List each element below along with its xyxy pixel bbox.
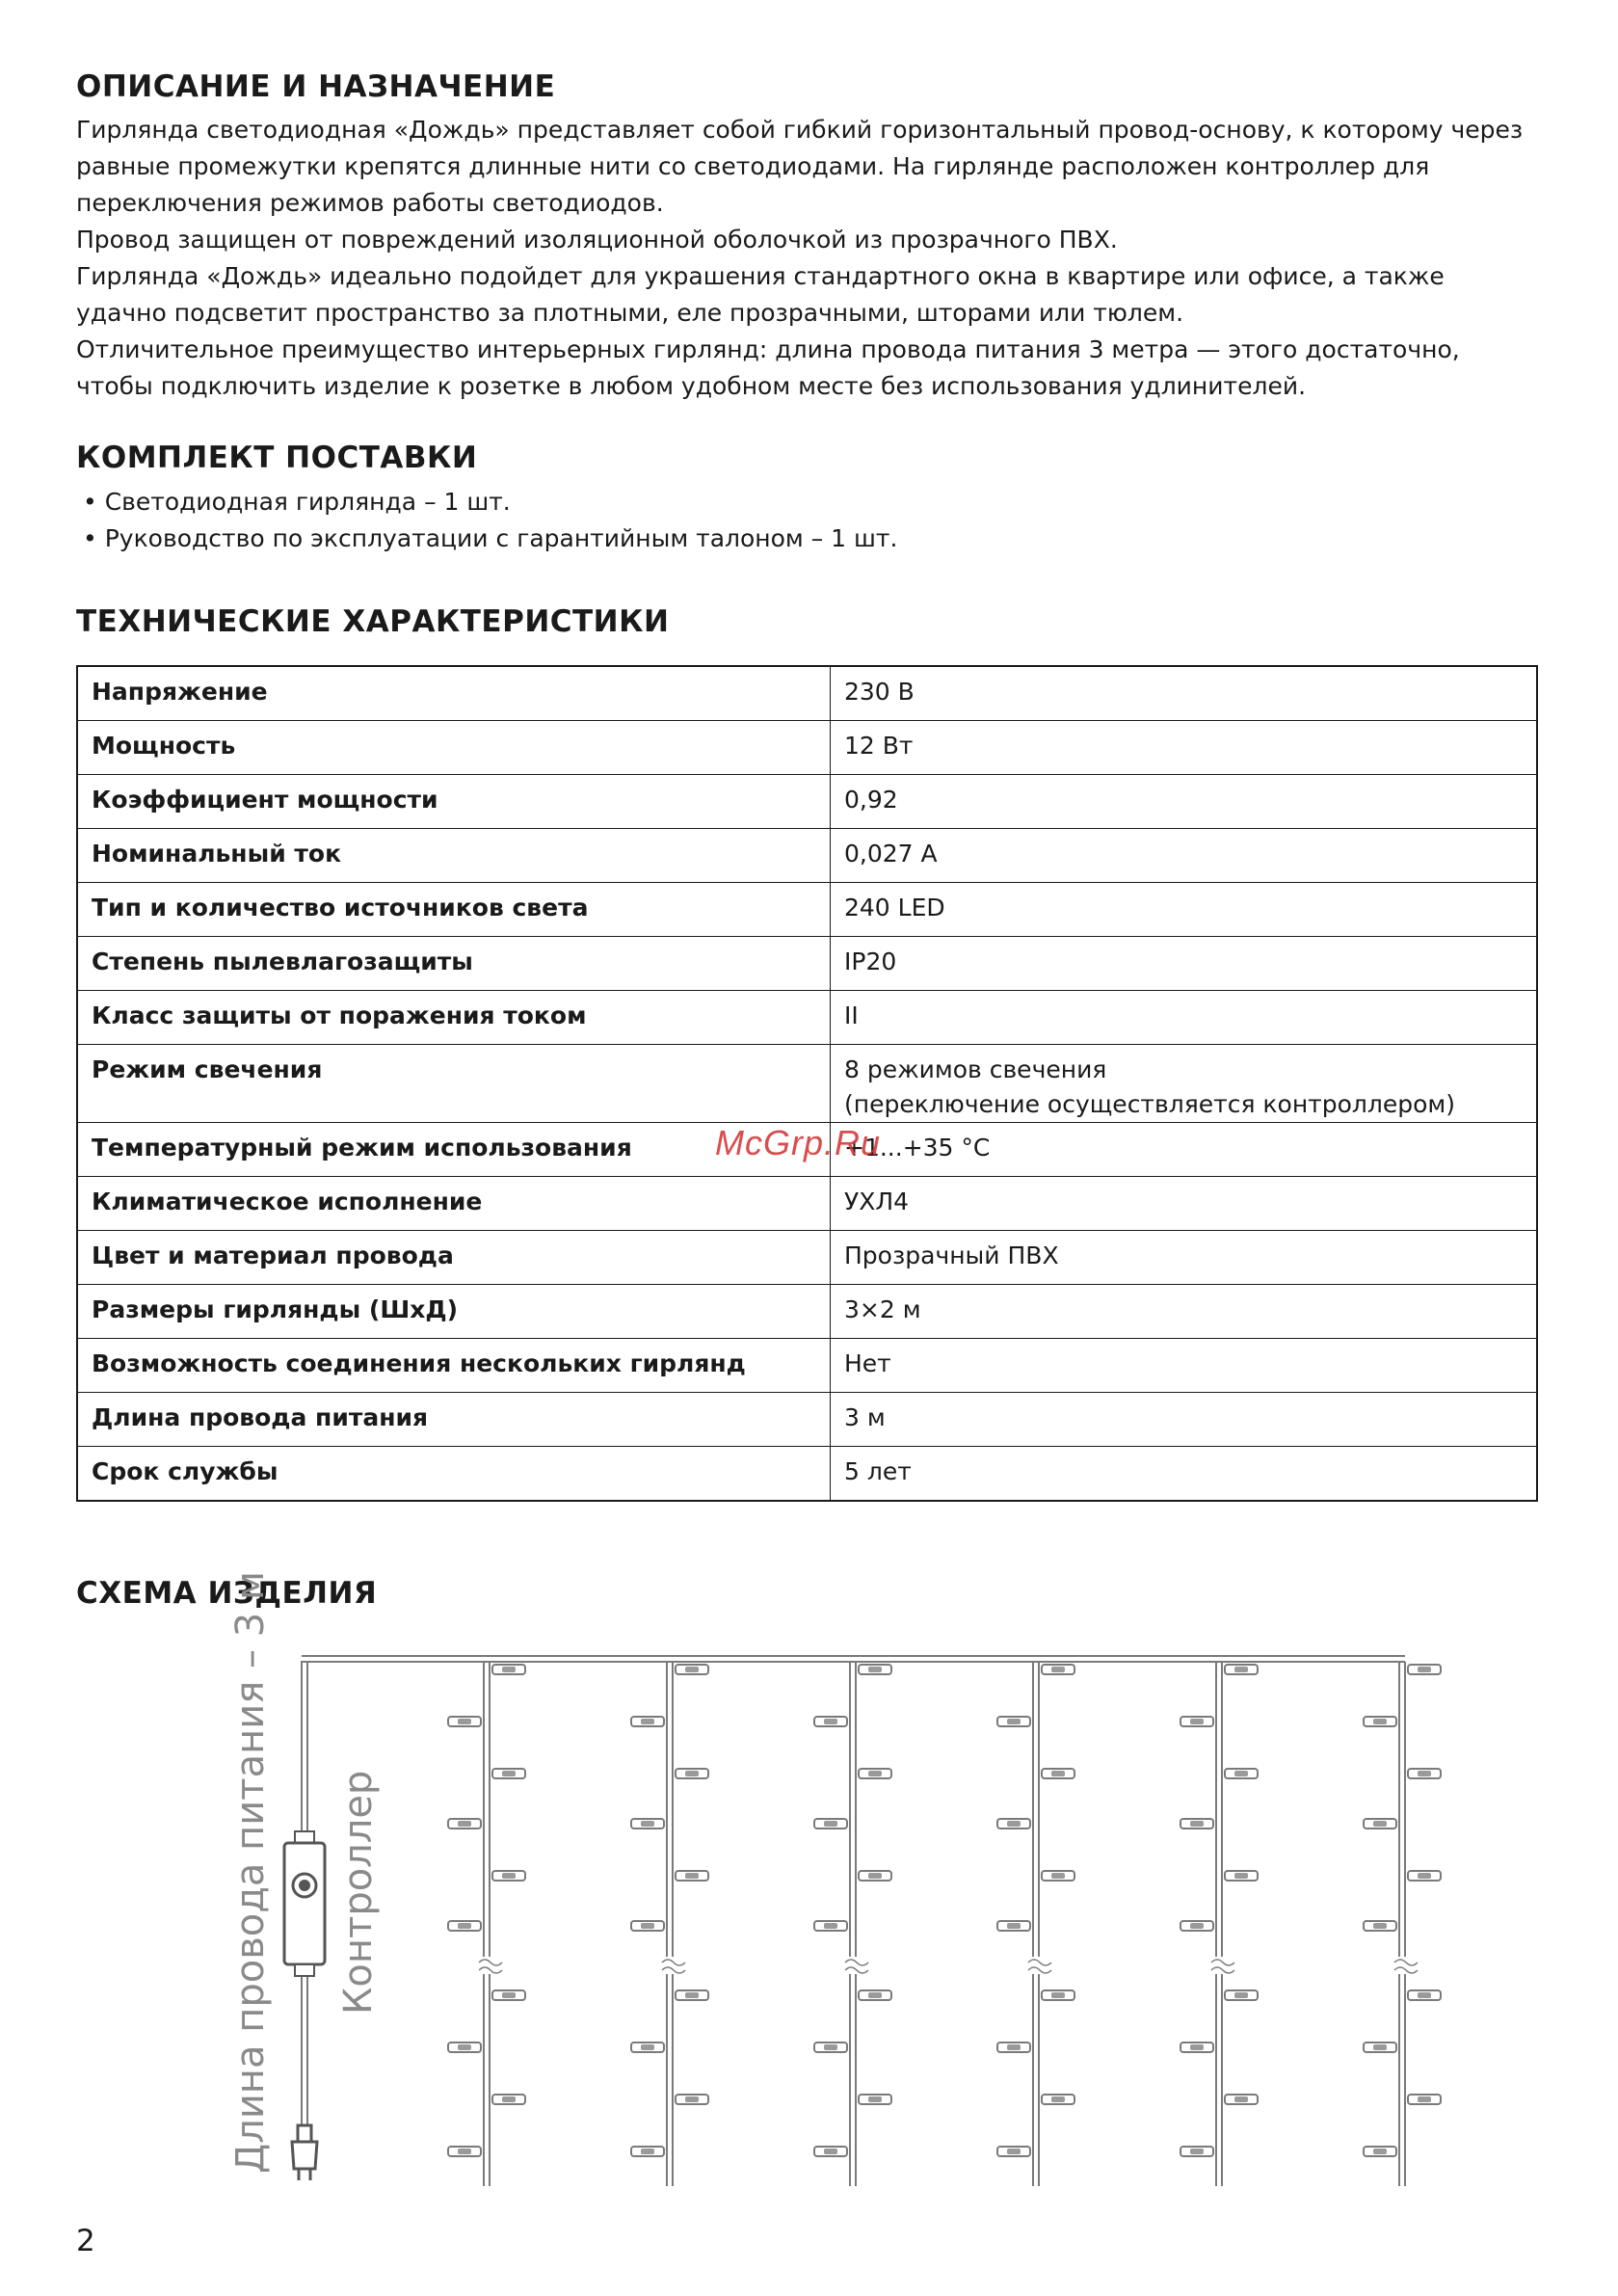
section-heading-package: КОМПЛЕКТ ПОСТАВКИ (76, 441, 478, 475)
led-bulb (1364, 1921, 1396, 1931)
spec-value: 230 В (831, 666, 1538, 721)
led-bulb (997, 1717, 1030, 1726)
led-bulb (1042, 1871, 1074, 1881)
description-paragraph: Провод защищен от повреждений изоляционной оболочкой из прозрачного ПВХ. (76, 226, 1118, 254)
led-bulb (448, 1717, 481, 1726)
spec-value: УХЛ4 (831, 1177, 1538, 1231)
spec-value: 0,027 А (831, 829, 1538, 883)
spec-value: II (831, 991, 1538, 1045)
led-bulb (1364, 1717, 1396, 1726)
led-strand (479, 1662, 502, 2186)
led-bulb (1408, 2095, 1441, 2104)
led-bulb (1180, 1819, 1213, 1829)
description-paragraph: Отличительное преимущество интерьерных гирлянд: длина провода питания 3 метра — этого достаточно, чтобы подключить изделие к розетке в любом удобном месте без использования удлинителей. (76, 335, 1460, 400)
led-bulb (1408, 1665, 1441, 1674)
led-bulb (859, 1769, 891, 1778)
led-bulb (859, 1665, 891, 1674)
led-bulb (492, 2095, 525, 2104)
led-bulb (1364, 1819, 1396, 1829)
spec-key: Цвет и материал провода (77, 1231, 831, 1285)
spec-key: Срок службы (77, 1447, 831, 1502)
spec-value: 240 LED (831, 883, 1538, 937)
led-bulb (814, 1921, 847, 1931)
spec-value: Нет (831, 1339, 1538, 1393)
led-bulb (492, 1871, 525, 1881)
spec-value: 5 лет (831, 1447, 1538, 1502)
section-heading-specs: ТЕХНИЧЕСКИЕ ХАРАКТЕРИСТИКИ (76, 604, 670, 639)
spec-key: Размеры гирлянды (ШхД) (77, 1285, 831, 1339)
led-bulb (631, 2042, 664, 2052)
led-bulb (814, 2042, 847, 2052)
led-bulb (997, 2042, 1030, 2052)
spec-key: Степень пылевлагозащиты (77, 937, 831, 991)
led-bulb (676, 1769, 708, 1778)
spec-value: 0,92 (831, 775, 1538, 829)
package-item: • Светодиодная гирлянда – 1 шт. (83, 484, 897, 521)
spec-key: Номинальный ток (77, 829, 831, 883)
led-bulb (814, 1717, 847, 1726)
led-bulb (997, 1921, 1030, 1931)
led-strand (662, 1662, 685, 2186)
led-bulb (1225, 1871, 1258, 1881)
description-paragraph: Гирлянда «Дождь» идеально подойдет для украшения стандартного окна в квартире или офисе, а также удачно подсветит пространство за плотными, еле прозрачными, шторами или тюлем. (76, 262, 1445, 327)
led-bulb (1042, 1769, 1074, 1778)
spec-value: +1...+35 °С (831, 1123, 1538, 1177)
led-bulb (631, 1717, 664, 1726)
spec-key: Класс защиты от поражения током (77, 991, 831, 1045)
led-strand (845, 1662, 868, 2186)
led-bulb (676, 1990, 708, 2000)
led-bulb (1180, 1717, 1213, 1726)
led-bulb (1225, 1665, 1258, 1674)
led-bulb (859, 1990, 891, 2000)
cable-length-label: Длина провода питания – 3 м (228, 1570, 273, 2174)
spec-key: Напряжение (77, 666, 831, 721)
spec-value: 8 режимов свечения (переключение осуществляется контроллером) (831, 1045, 1538, 1123)
led-bulb (1408, 1871, 1441, 1881)
led-bulb (1408, 1990, 1441, 2000)
spec-key: Тип и количество источников света (77, 883, 831, 937)
led-bulb (448, 1921, 481, 1931)
led-bulb (1408, 1769, 1441, 1778)
led-bulb (1042, 1990, 1074, 2000)
led-bulb (1180, 1921, 1213, 1931)
led-bulb (448, 2147, 481, 2156)
spec-key: Коэффициент мощности (77, 775, 831, 829)
led-bulb (1180, 2042, 1213, 2052)
led-bulb (676, 1665, 708, 1674)
led-strand (1028, 1662, 1051, 2186)
plug-icon (292, 2125, 317, 2180)
led-bulb (997, 2147, 1030, 2156)
controller-icon (284, 1831, 325, 1976)
led-bulb (631, 1921, 664, 1931)
led-bulb (1364, 2147, 1396, 2156)
section-heading-scheme: СХЕМА ИЗДЕЛИЯ (76, 1576, 378, 1611)
led-bulb (814, 2147, 847, 2156)
led-bulb (997, 1819, 1030, 1829)
led-bulb (1225, 2095, 1258, 2104)
led-strands (448, 1662, 1441, 2186)
controller-label: Контроллер (336, 1770, 381, 2015)
spec-value: IP20 (831, 937, 1538, 991)
led-bulb (631, 2147, 664, 2156)
page-number: 2 (76, 2224, 95, 2258)
led-bulb (631, 1819, 664, 1829)
description-paragraph: Гирлянда светодиодная «Дождь» представляет собой гибкий горизонтальный провод-основу, к которому через равные промежутки крепятся длинные нити со светодиодами. На гирлянде расположен контроллер для переключения режимов работы светодиодов. (76, 116, 1524, 217)
led-bulb (492, 1990, 525, 2000)
spec-key: Температурный режим использования (77, 1123, 831, 1177)
spec-key: Климатическое исполнение (77, 1177, 831, 1231)
spec-value: 12 Вт (831, 721, 1538, 775)
spec-key: Возможность соединения нескольких гирлянд (77, 1339, 831, 1393)
led-bulb (1042, 2095, 1074, 2104)
led-strand (1211, 1662, 1234, 2186)
led-bulb (448, 1819, 481, 1829)
spec-value: 3×2 м (831, 1285, 1538, 1339)
led-bulb (676, 2095, 708, 2104)
led-bulb (492, 1665, 525, 1674)
led-bulb (1225, 1990, 1258, 2000)
spec-value: 3 м (831, 1393, 1538, 1447)
led-bulb (1225, 1769, 1258, 1778)
section-heading-description: ОПИСАНИЕ И НАЗНАЧЕНИЕ (76, 69, 556, 104)
spec-key: Мощность (77, 721, 831, 775)
led-bulb (676, 1871, 708, 1881)
package-item: • Руководство по эксплуатации с гарантийным талоном – 1 шт. (83, 521, 897, 557)
led-bulb (859, 2095, 891, 2104)
led-bulb (1364, 2042, 1396, 2052)
led-bulb (448, 2042, 481, 2052)
led-bulb (1042, 1665, 1074, 1674)
spec-key: Длина провода питания (77, 1393, 831, 1447)
led-bulb (859, 1871, 891, 1881)
led-strand (1394, 1662, 1418, 2186)
led-bulb (814, 1819, 847, 1829)
spec-value: Прозрачный ПВХ (831, 1231, 1538, 1285)
watermark: McGrp.Ru (715, 1123, 882, 1162)
led-bulb (492, 1769, 525, 1778)
spec-key: Режим свечения (77, 1045, 831, 1123)
led-bulb (1180, 2147, 1213, 2156)
